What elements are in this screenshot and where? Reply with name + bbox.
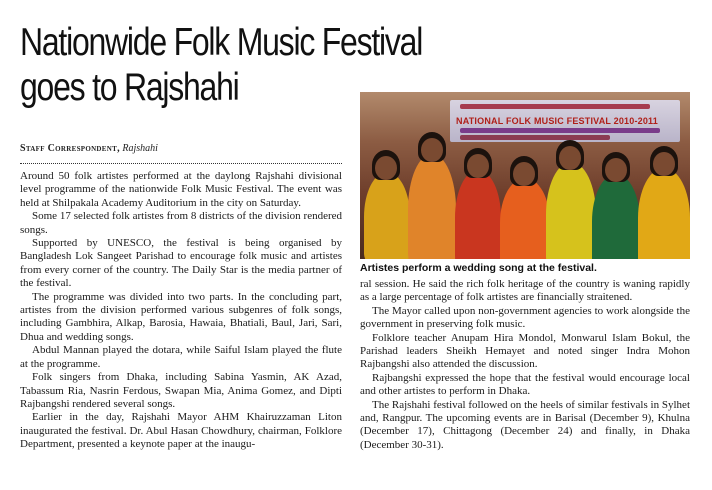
paragraph: The Mayor called upon non-government agencies to work alongside the government in preserving folk music. — [360, 304, 690, 331]
paragraph: Folklore teacher Anupam Hira Mondol, Monwarul Islam Bokul, the Parishad leaders Sheikh Hemayet and noted singer Indra Mohon Rajbangshi also attended the discussion. — [360, 331, 690, 371]
performer-face — [421, 138, 443, 162]
performer-figure — [592, 174, 640, 259]
paragraph: ral session. He said the rich folk heritage of the country is waning rapidly as a large percentage of folk artistes are financially straitened. — [360, 278, 690, 304]
performer-face — [559, 146, 581, 170]
paragraph: The programme was divided into two parts. In the concluding part, artistes from the division performed various subgenres of folk songs, including Gambhira, Alkap, Barosia, Hawaia, Bhatiali, Baul, Jari, Sari, Dhua and wedding songs. — [20, 290, 342, 343]
byline-place: Rajshahi — [122, 143, 158, 154]
byline-author: Staff Correspondent, — [20, 143, 120, 154]
performer-figure — [638, 168, 690, 259]
paragraph: Earlier in the day, Rajshahi Mayor AHM Khairuzzaman Liton inaugurated the festival. Dr. Abul Hasan Chowdhury, chairman, Folklore Department, presented a keynote paper at the inaugu- — [20, 411, 342, 451]
paragraph: Folk singers from Dhaka, including Sabina Yasmin, AK Azad, Tabassum Ria, Nasrin Ferdous, Swapan Mia, Anima Gomez, and Dipti Rajbangshi rendered several songs. — [20, 371, 342, 410]
paragraph: The Rajshahi festival followed on the heels of similar festivals in Sylhet and, Rangpur. The upcoming events are in Barisal (December 9), Khulna (December 17), Chittagong (December 24) and finally, in Dhaka (December 30-31). — [360, 398, 690, 451]
photo-caption: Artistes perform a wedding song at the festival. — [360, 262, 597, 274]
performer-face — [513, 162, 535, 186]
paragraph: Around 50 folk artistes performed at the daylong Rajshahi divisional level programme of the nationwide Folk Music Festival. The event was held at Shilpakala Academy Auditorium in the city on Saturday. — [20, 170, 342, 209]
performer-face — [375, 156, 397, 180]
byline — [20, 143, 158, 154]
banner-title: NATIONAL FOLK MUSIC FESTIVAL 2010-2011 — [456, 116, 658, 126]
performer-figure — [364, 172, 410, 259]
byline-divider — [20, 163, 342, 164]
banner-script-line — [460, 104, 650, 109]
headline-line-1: Nationwide Folk Music Festival — [20, 21, 423, 64]
paragraph: Abdul Mannan played the dotara, while Saiful Islam played the flute at the programme. — [20, 344, 342, 370]
banner-script-line — [460, 128, 660, 133]
performer-face — [605, 158, 627, 182]
paragraph: Some 17 selected folk artistes from 8 districts of the division rendered songs. — [20, 210, 342, 236]
performer-figure — [546, 162, 596, 259]
banner-script-line — [460, 135, 610, 140]
festival-photo — [360, 92, 690, 259]
performer-figure — [455, 170, 501, 259]
article-headline — [20, 20, 423, 110]
performer-face — [653, 152, 675, 176]
performer-figure — [500, 178, 550, 259]
headline-line-2: goes to Rajshahi — [20, 66, 239, 109]
performer-figure — [408, 154, 456, 259]
paragraph: Supported by UNESCO, the festival is being organised by Bangladesh Lok Sangeet Parishad to encourage folk music and artistes from every corner of the country. The Daily Star is the media partner of the festival. — [20, 237, 342, 290]
paragraph: Rajbangshi expressed the hope that the festival would encourage local and other artistes to perform in Dhaka. — [360, 371, 690, 398]
right-column — [360, 278, 690, 452]
performer-face — [467, 154, 489, 178]
left-column — [20, 170, 342, 452]
